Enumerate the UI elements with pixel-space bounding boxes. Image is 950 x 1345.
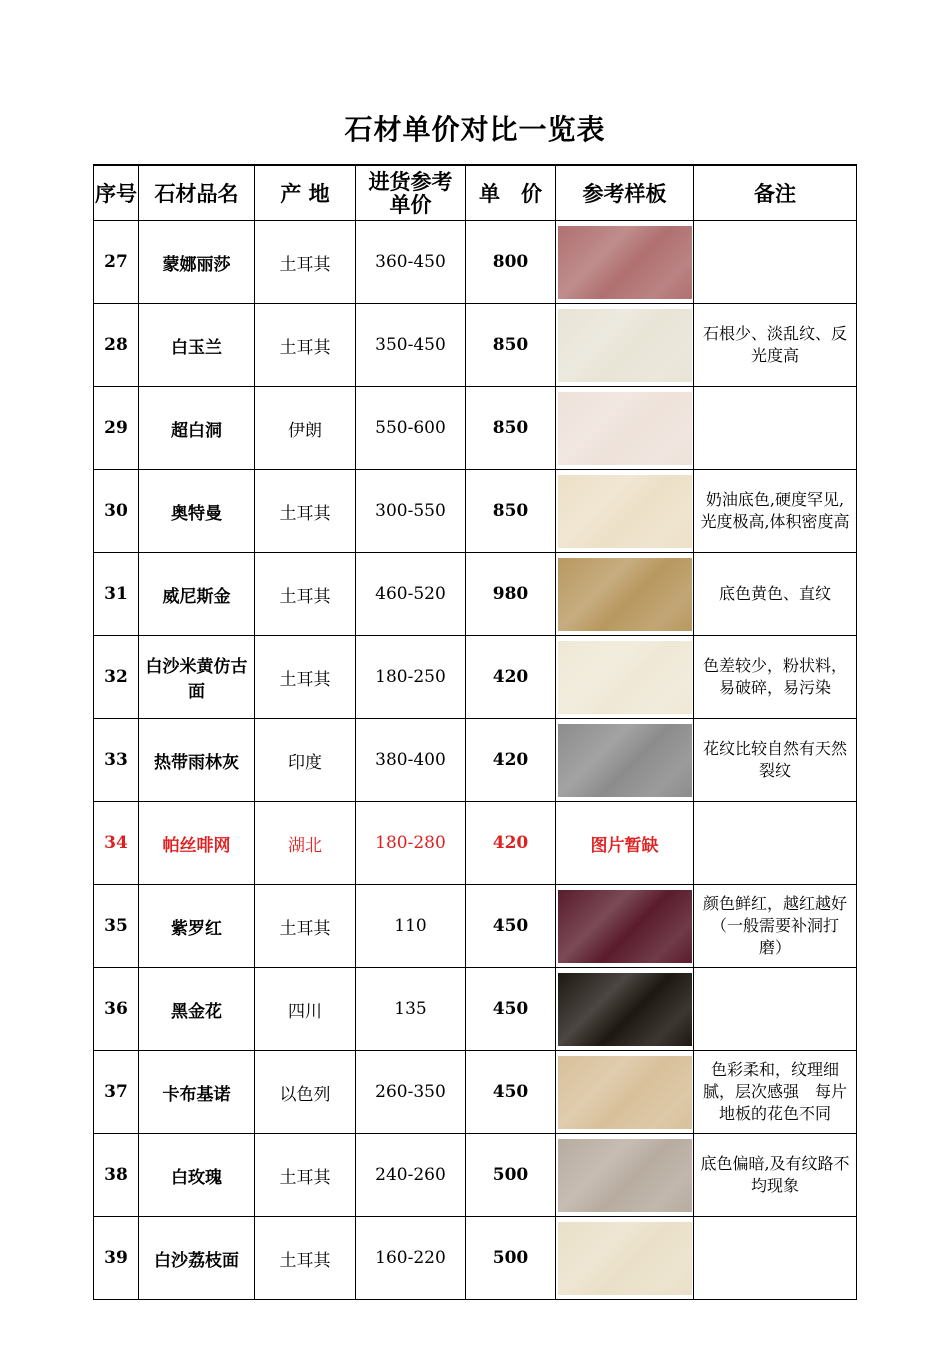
cell-no: 33 xyxy=(94,719,139,802)
cell-sample xyxy=(556,885,694,968)
stone-sample-image xyxy=(558,1222,692,1295)
stone-sample-image xyxy=(558,1139,692,1212)
cell-cost-range: 135 xyxy=(356,968,466,1051)
table-row xyxy=(94,1134,857,1217)
cell-name: 威尼斯金 xyxy=(139,553,255,636)
table-row xyxy=(94,885,857,968)
cell-no: 29 xyxy=(94,387,139,470)
cell-no: 38 xyxy=(94,1134,139,1217)
stone-sample-image xyxy=(558,475,692,548)
cell-note: 底色偏暗,及有纹路不均现象 xyxy=(694,1134,857,1217)
cell-name: 白玫瑰 xyxy=(139,1134,255,1217)
stone-price-table xyxy=(93,164,857,1300)
cell-origin: 以色列 xyxy=(255,1051,356,1134)
table-row xyxy=(94,221,857,304)
cell-name: 帕丝啡网 xyxy=(139,802,255,885)
cell-price: 850 xyxy=(466,387,556,470)
cell-name: 白沙荔枝面 xyxy=(139,1217,255,1300)
cell-origin: 印度 xyxy=(255,719,356,802)
header-origin: 产 地 xyxy=(255,165,356,221)
header-cost xyxy=(356,165,466,221)
cell-cost-range: 360-450 xyxy=(356,221,466,304)
table-row xyxy=(94,470,857,553)
cell-note xyxy=(694,221,857,304)
cell-sample xyxy=(556,221,694,304)
cell-no: 31 xyxy=(94,553,139,636)
stone-sample-image xyxy=(558,558,692,631)
table-row xyxy=(94,387,857,470)
cell-cost-range: 550-600 xyxy=(356,387,466,470)
stone-sample-image xyxy=(558,641,692,714)
cell-name: 黑金花 xyxy=(139,968,255,1051)
header-cost-line1: 进货参考 xyxy=(368,169,453,194)
cell-sample xyxy=(556,802,694,885)
cell-origin: 土耳其 xyxy=(255,221,356,304)
header-name: 石材品名 xyxy=(139,165,255,221)
table-row xyxy=(94,1051,857,1134)
cell-name: 白沙米黄仿古面 xyxy=(139,636,255,719)
cell-sample xyxy=(556,553,694,636)
cell-origin: 伊朗 xyxy=(255,387,356,470)
cell-note xyxy=(694,387,857,470)
cell-note: 花纹比较自然有天然裂纹 xyxy=(694,719,857,802)
cell-name: 奥特曼 xyxy=(139,470,255,553)
header-sample: 参考样板 xyxy=(556,165,694,221)
cell-price: 850 xyxy=(466,304,556,387)
cell-origin: 四川 xyxy=(255,968,356,1051)
table-row xyxy=(94,719,857,802)
cell-origin: 土耳其 xyxy=(255,636,356,719)
cell-no: 37 xyxy=(94,1051,139,1134)
cell-origin: 湖北 xyxy=(255,802,356,885)
cell-sample xyxy=(556,1051,694,1134)
cell-sample xyxy=(556,387,694,470)
cell-price: 450 xyxy=(466,1051,556,1134)
cell-price: 850 xyxy=(466,470,556,553)
stone-sample-image xyxy=(558,1056,692,1129)
cell-price: 420 xyxy=(466,719,556,802)
sample-missing-label: 图片暂缺 xyxy=(590,835,659,856)
cell-origin: 土耳其 xyxy=(255,885,356,968)
cell-sample xyxy=(556,1217,694,1300)
cell-price: 420 xyxy=(466,802,556,885)
cell-cost-range: 110 xyxy=(356,885,466,968)
cell-origin: 土耳其 xyxy=(255,470,356,553)
cell-note: 底色黄色、直纹 xyxy=(694,553,857,636)
cell-note: 石根少、淡乱纹、反光度高 xyxy=(694,304,857,387)
cell-note xyxy=(694,1217,857,1300)
table-row xyxy=(94,636,857,719)
cell-cost-range: 260-350 xyxy=(356,1051,466,1134)
stone-sample-image xyxy=(558,226,692,299)
cell-no: 34 xyxy=(94,802,139,885)
cell-cost-range: 300-550 xyxy=(356,470,466,553)
table-row xyxy=(94,1217,857,1300)
cell-no: 32 xyxy=(94,636,139,719)
cell-cost-range: 240-260 xyxy=(356,1134,466,1217)
cell-no: 27 xyxy=(94,221,139,304)
cell-price: 450 xyxy=(466,968,556,1051)
cell-price: 500 xyxy=(466,1217,556,1300)
cell-name: 紫罗红 xyxy=(139,885,255,968)
cell-cost-range: 350-450 xyxy=(356,304,466,387)
cell-note xyxy=(694,802,857,885)
cell-name: 超白洞 xyxy=(139,387,255,470)
cell-name: 蒙娜丽莎 xyxy=(139,221,255,304)
cell-origin: 土耳其 xyxy=(255,304,356,387)
cell-cost-range: 180-280 xyxy=(356,802,466,885)
cell-price: 800 xyxy=(466,221,556,304)
table-row xyxy=(94,802,857,885)
cell-sample xyxy=(556,470,694,553)
cell-origin: 土耳其 xyxy=(255,553,356,636)
cell-price: 500 xyxy=(466,1134,556,1217)
cell-no: 36 xyxy=(94,968,139,1051)
cell-price: 450 xyxy=(466,885,556,968)
header-price: 单 价 xyxy=(466,165,556,221)
stone-sample-image xyxy=(558,973,692,1046)
header-row xyxy=(94,165,857,221)
stone-sample-image xyxy=(558,392,692,465)
cell-cost-range: 180-250 xyxy=(356,636,466,719)
cell-note: 颜色鲜红，越红越好（一般需要补洞打磨） xyxy=(694,885,857,968)
table-row xyxy=(94,304,857,387)
table-row xyxy=(94,553,857,636)
cell-name: 热带雨林灰 xyxy=(139,719,255,802)
cell-note: 奶油底色,硬度罕见,光度极高,体积密度高 xyxy=(694,470,857,553)
stone-sample-image xyxy=(558,724,692,797)
cell-sample xyxy=(556,968,694,1051)
cell-price: 980 xyxy=(466,553,556,636)
header-cost-line2: 单价 xyxy=(389,192,432,217)
cell-note xyxy=(694,968,857,1051)
cell-no: 30 xyxy=(94,470,139,553)
stone-sample-image xyxy=(558,890,692,963)
cell-note: 色彩柔和，纹理细腻，层次感强 每片地板的花色不同 xyxy=(694,1051,857,1134)
cell-note: 色差较少，粉状料，易破碎，易污染 xyxy=(694,636,857,719)
cell-origin: 土耳其 xyxy=(255,1217,356,1300)
page-title: 石材单价对比一览表 xyxy=(344,113,606,146)
cell-no: 35 xyxy=(94,885,139,968)
cell-cost-range: 380-400 xyxy=(356,719,466,802)
table-row xyxy=(94,968,857,1051)
cell-sample xyxy=(556,636,694,719)
header-no: 序号 xyxy=(94,165,139,221)
cell-no: 28 xyxy=(94,304,139,387)
header-note: 备注 xyxy=(694,165,857,221)
cell-name: 白玉兰 xyxy=(139,304,255,387)
cell-origin: 土耳其 xyxy=(255,1134,356,1217)
cell-sample xyxy=(556,719,694,802)
cell-name: 卡布基诺 xyxy=(139,1051,255,1134)
stone-sample-image xyxy=(558,309,692,382)
cell-no: 39 xyxy=(94,1217,139,1300)
cell-cost-range: 160-220 xyxy=(356,1217,466,1300)
cell-price: 420 xyxy=(466,636,556,719)
cell-sample xyxy=(556,304,694,387)
cell-cost-range: 460-520 xyxy=(356,553,466,636)
cell-sample xyxy=(556,1134,694,1217)
